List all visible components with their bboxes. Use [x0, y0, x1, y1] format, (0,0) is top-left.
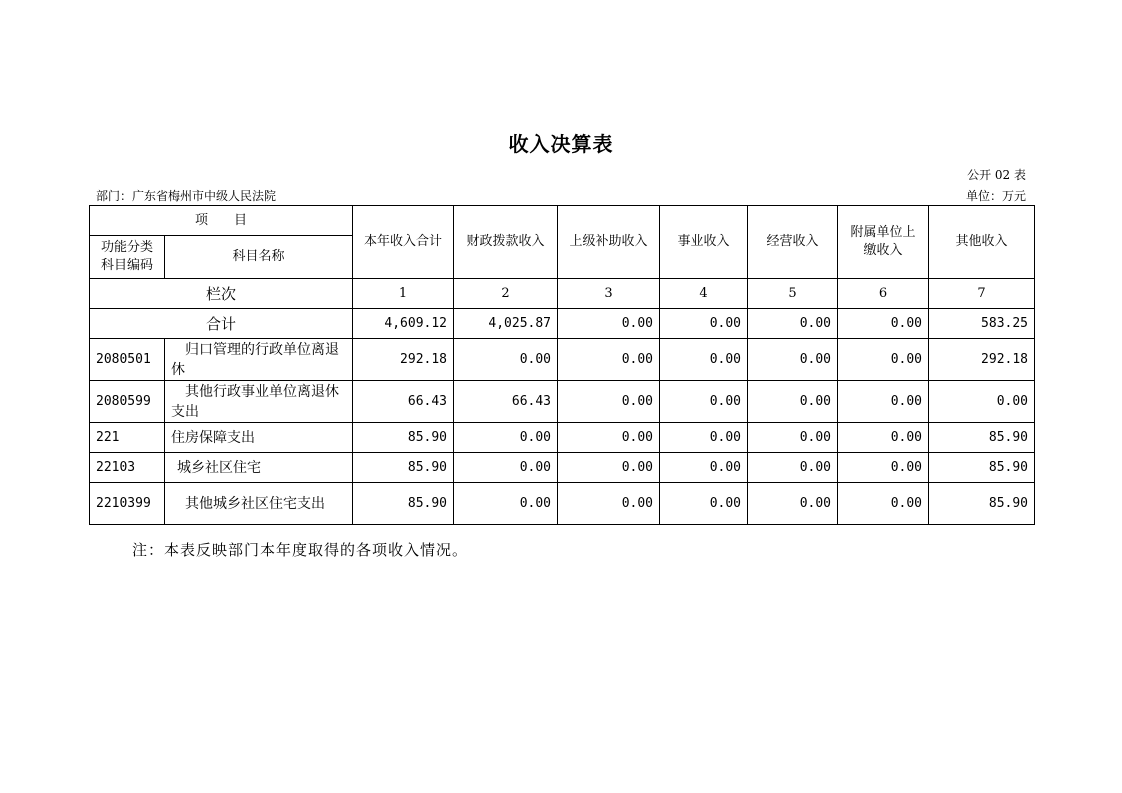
total-value: 0.00 — [558, 309, 660, 339]
row-value: 0.00 — [558, 423, 660, 453]
total-row — [90, 309, 1035, 339]
column-header: 本年收入合计 — [353, 206, 454, 279]
table-number: 公开 02 表 — [967, 168, 1026, 182]
row-code: 221 — [90, 423, 165, 453]
table-row — [90, 381, 1035, 423]
row-value: 0.00 — [660, 381, 748, 423]
table-row — [90, 453, 1035, 483]
row-value: 292.18 — [353, 339, 454, 381]
row-value: 0.00 — [558, 381, 660, 423]
row-value: 85.90 — [929, 453, 1035, 483]
row-value: 85.90 — [353, 423, 454, 453]
income-table — [89, 205, 1035, 525]
row-value: 0.00 — [660, 423, 748, 453]
total-value: 0.00 — [748, 309, 838, 339]
row-name: 其他城乡社区住宅支出 — [165, 483, 353, 525]
total-value: 4,025.87 — [454, 309, 558, 339]
row-value: 0.00 — [454, 423, 558, 453]
row-value: 0.00 — [558, 339, 660, 381]
row-value: 0.00 — [454, 453, 558, 483]
row-value: 0.00 — [748, 483, 838, 525]
total-label: 合计 — [90, 309, 353, 339]
table-row — [90, 483, 1035, 525]
row-value: 0.00 — [660, 453, 748, 483]
project-header: 项 目 — [90, 206, 353, 236]
row-value: 0.00 — [558, 453, 660, 483]
total-value: 0.00 — [838, 309, 929, 339]
row-value: 85.90 — [929, 423, 1035, 453]
row-value: 0.00 — [748, 381, 838, 423]
department-label: 部门：广东省梅州市中级人民法院 — [96, 189, 277, 203]
row-value: 0.00 — [838, 453, 929, 483]
total-value: 583.25 — [929, 309, 1035, 339]
row-value: 0.00 — [558, 483, 660, 525]
total-value: 4,609.12 — [353, 309, 454, 339]
column-header: 事业收入 — [660, 206, 748, 279]
column-number: 7 — [929, 279, 1035, 309]
row-code: 2080501 — [90, 339, 165, 381]
func-code-header: 功能分类 科目编码 — [90, 236, 165, 279]
row-name: 城乡社区住宅 — [165, 453, 353, 483]
column-header: 经营收入 — [748, 206, 838, 279]
column-number: 2 — [454, 279, 558, 309]
total-value: 0.00 — [660, 309, 748, 339]
row-value: 0.00 — [838, 381, 929, 423]
row-value: 85.90 — [353, 483, 454, 525]
header-row-1 — [90, 206, 1035, 236]
row-value: 0.00 — [838, 339, 929, 381]
row-code: 22103 — [90, 453, 165, 483]
column-number: 5 — [748, 279, 838, 309]
page-title: 收入决算表 — [508, 132, 614, 156]
row-value: 292.18 — [929, 339, 1035, 381]
subject-name-header: 科目名称 — [165, 236, 353, 279]
row-value: 0.00 — [929, 381, 1035, 423]
column-header: 其他收入 — [929, 206, 1035, 279]
footnote: 注：本表反映部门本年度取得的各项收入情况。 — [132, 541, 469, 559]
column-header: 财政拨款收入 — [454, 206, 558, 279]
row-value: 85.90 — [929, 483, 1035, 525]
row-value: 0.00 — [454, 339, 558, 381]
column-number-row — [90, 279, 1035, 309]
row-value: 66.43 — [353, 381, 454, 423]
column-number: 6 — [838, 279, 929, 309]
column-number-label: 栏次 — [90, 279, 353, 309]
row-value: 85.90 — [353, 453, 454, 483]
column-number: 4 — [660, 279, 748, 309]
table-row — [90, 423, 1035, 453]
row-value: 0.00 — [748, 423, 838, 453]
row-value: 0.00 — [660, 339, 748, 381]
row-name: 住房保障支出 — [165, 423, 353, 453]
row-value: 0.00 — [748, 339, 838, 381]
column-number: 3 — [558, 279, 660, 309]
row-code: 2210399 — [90, 483, 165, 525]
row-value: 0.00 — [838, 483, 929, 525]
row-value: 0.00 — [838, 423, 929, 453]
row-code: 2080599 — [90, 381, 165, 423]
row-name: 其他行政事业单位离退休支出 — [165, 381, 353, 423]
row-name: 归口管理的行政单位离退休 — [165, 339, 353, 381]
row-value: 0.00 — [660, 483, 748, 525]
row-value: 0.00 — [748, 453, 838, 483]
row-value: 0.00 — [454, 483, 558, 525]
column-header: 上级补助收入 — [558, 206, 660, 279]
unit-label: 单位：万元 — [965, 189, 1026, 203]
table-row — [90, 339, 1035, 381]
row-value: 66.43 — [454, 381, 558, 423]
column-number: 1 — [353, 279, 454, 309]
column-header: 附属单位上 缴收入 — [838, 206, 929, 279]
